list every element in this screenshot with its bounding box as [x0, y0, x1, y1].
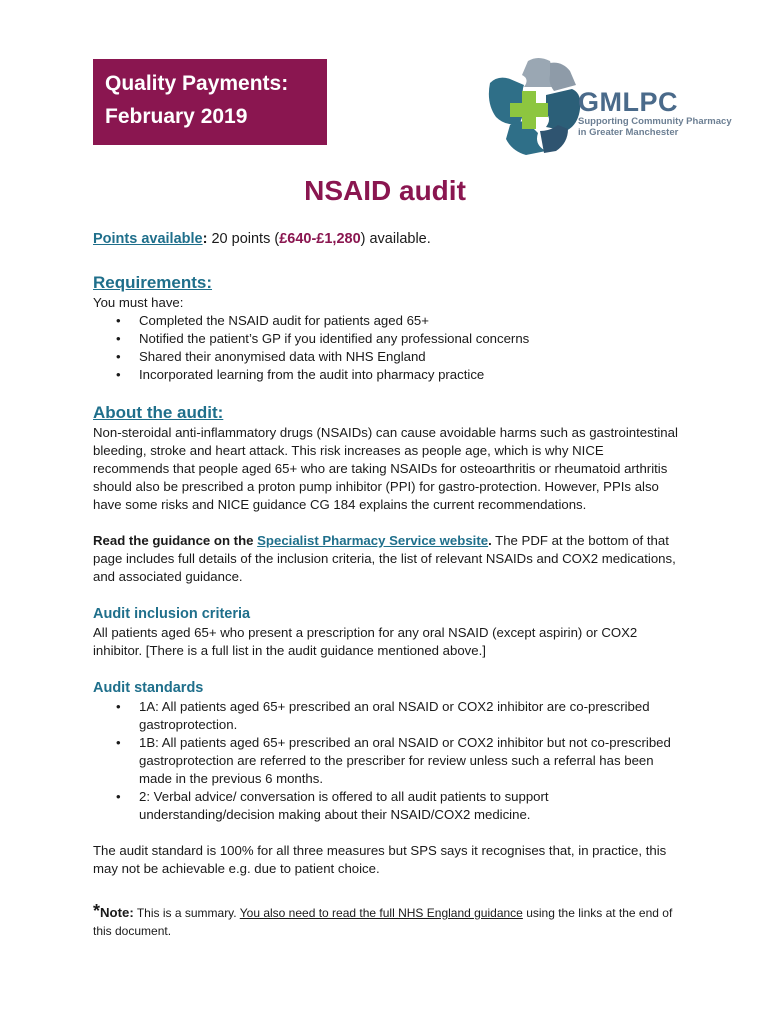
standards-footer: The audit standard is 100% for all three measures but SPS says it recognises that, in practice, this may not be achievable e.g. due to patient choice. — [93, 843, 667, 876]
points-label: Points available — [93, 231, 203, 247]
nhs-guidance-link[interactable]: You also need to read the full NHS England guidance — [239, 906, 523, 920]
standards-list — [93, 698, 683, 824]
about-paragraph: Non-steroidal anti-inflammatory drugs (NSAIDs) can cause avoidable harms such as gastrointestinal bleeding, stroke and heart attack. This risk increases as people age, which is why NICE recommends that people aged 65+ who are taking NSAIDs for osteoarthritis or rheumatoid arthritis should also be prescribed a proton pump inhibitor (PPI) for gastro-protection. However, PPIs also have some risks and NICE guidance CG 184 explains the current recommendations. — [93, 425, 678, 512]
logo-tagline-1: Supporting Community Pharmacy — [578, 116, 732, 127]
logo-tagline-2: in Greater Manchester — [578, 127, 679, 138]
list-item: • Shared their anonymised data with NHS England — [93, 348, 683, 366]
inclusion-heading: Audit inclusion criteria — [93, 606, 251, 622]
list-item: • Incorporated learning from the audit into pharmacy practice — [93, 366, 683, 384]
sps-website-link[interactable]: Specialist Pharmacy Service website — [257, 533, 489, 548]
about-heading: About the audit: — [93, 403, 224, 422]
logo-text — [578, 88, 732, 138]
requirements-intro: You must have: — [93, 295, 184, 310]
note-paragraph — [93, 902, 683, 940]
logo-name: GMLPC — [578, 87, 678, 117]
points-money: £640-£1,280 — [279, 231, 361, 247]
list-item: • Notified the patient’s GP if you identified any professional concerns — [93, 330, 683, 348]
points-colon: : — [202, 231, 208, 247]
standards-heading: Audit standards — [93, 680, 204, 696]
note-label: Note: — [100, 905, 134, 920]
points-text-after: ) available. — [360, 231, 431, 247]
inclusion-text: All patients aged 65+ who present a prescription for any oral NSAID (except aspirin) or COX2 inhibitor. [There is a full list in the audit guidance mentioned above.] — [93, 625, 638, 658]
page-title: NSAID audit — [304, 175, 466, 206]
title-banner — [93, 59, 327, 145]
document-body — [93, 230, 683, 940]
read-guidance-period: . — [488, 533, 492, 548]
note-star: * — [93, 901, 101, 921]
note-text-1: This is a summary. — [133, 906, 240, 920]
list-item: • Completed the NSAID audit for patients aged 65+ — [93, 312, 683, 330]
points-available — [93, 230, 683, 248]
read-guidance-rest: The PDF at the bottom of that page includes full details of the inclusion criteria, the list of relevant NSAIDs and COX2 medications, and associated guidance. — [93, 533, 676, 584]
note-text-2: using the links at the end of this document. — [93, 906, 673, 938]
requirements-list — [93, 312, 683, 384]
list-item: • 1B: All patients aged 65+ prescribed an oral NSAID or COX2 inhibitor but not co-prescribed gastroprotection are referred to the prescriber for review unless such a referral has been made in the previous 6 months. — [93, 734, 683, 788]
list-item: • 2: Verbal advice/ conversation is offered to all audit patients to support understanding/decision making about their NSAID/COX2 medicine. — [93, 788, 683, 824]
requirements-heading: Requirements: — [93, 273, 213, 292]
banner-line-2: February 2019 — [105, 105, 248, 128]
banner-line-1: Quality Payments: — [105, 72, 289, 95]
list-item: • 1A: All patients aged 65+ prescribed an oral NSAID or COX2 inhibitor are co-prescribed gastroprotection. — [93, 698, 683, 734]
read-guidance-paragraph — [93, 532, 683, 586]
points-text-before: 20 points ( — [207, 231, 280, 247]
read-guidance-bold: Read the guidance on the — [93, 533, 258, 548]
